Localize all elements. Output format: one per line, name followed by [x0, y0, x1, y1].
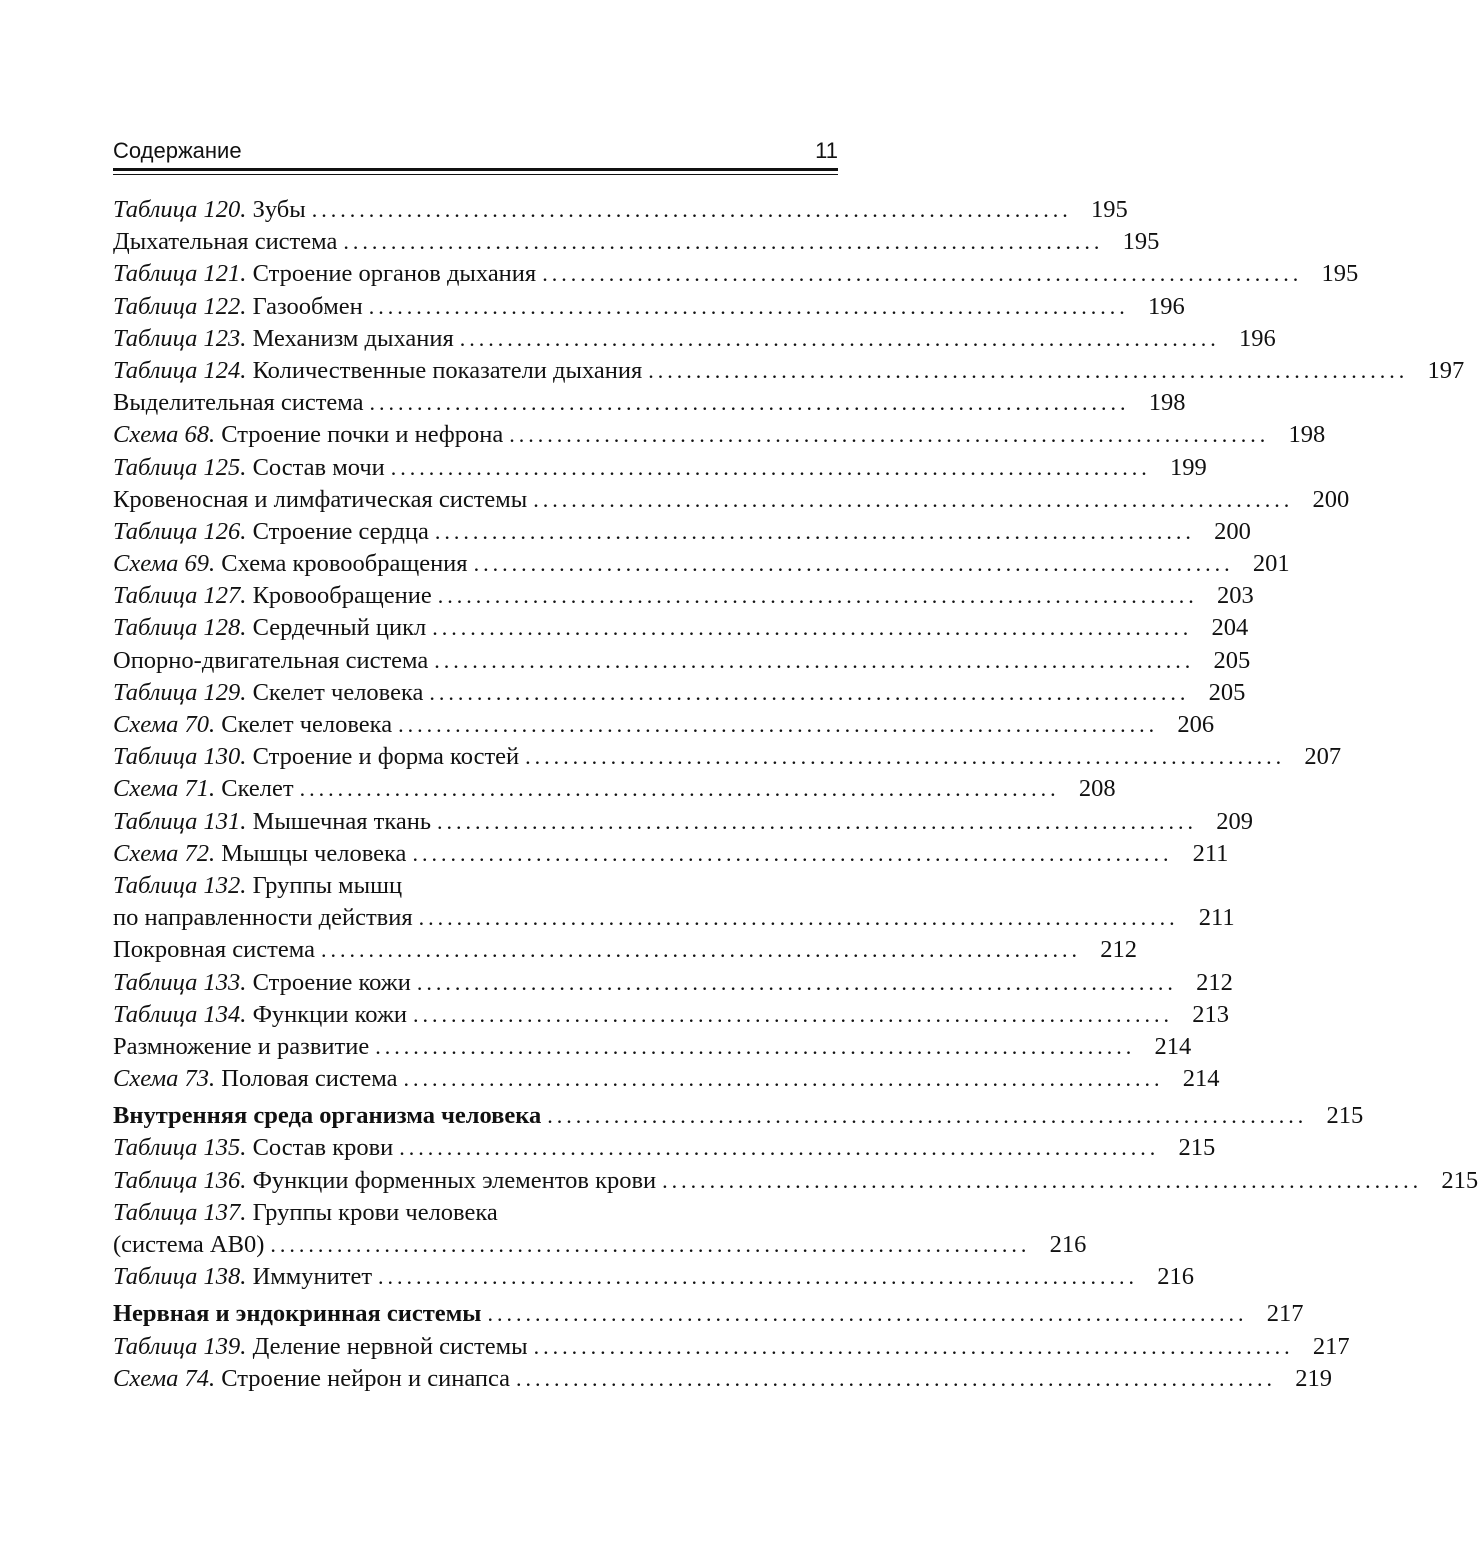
toc-entry-label: Схема 73.: [113, 1065, 216, 1093]
toc-entry: [113, 838, 1229, 870]
toc-entry-label: Таблица 125.: [113, 453, 247, 481]
toc-entry-label: Схема 71.: [113, 775, 216, 803]
header-rule-thin: [113, 174, 838, 175]
toc-entry-text: [113, 355, 642, 387]
toc-entry: [113, 612, 1249, 644]
toc-entry: [113, 258, 1359, 290]
toc-entry-page: 201: [1252, 550, 1290, 578]
toc-entry-page: 195: [1122, 228, 1160, 256]
toc-entry: [113, 999, 1229, 1031]
toc-entry-text: [113, 323, 454, 355]
toc-entry-title: Опорно-двигательная система: [113, 646, 429, 674]
toc-entry-title: Функции кожи: [252, 1000, 407, 1028]
toc-entry-title: Скелет человека: [221, 711, 393, 738]
toc-entry: [113, 226, 1160, 258]
toc-entry-title: Мышцы человека: [221, 839, 407, 867]
toc-entry-text: [113, 741, 519, 773]
toc-entry-text: [113, 773, 294, 805]
dot-leader: ................................................................................: [369, 390, 1130, 416]
table-of-contents: [113, 194, 1478, 1395]
toc-entry-page: 207: [1304, 743, 1342, 771]
toc-entry-title: Размножение и развитие: [113, 1032, 370, 1060]
toc-entry: [113, 580, 1254, 612]
toc-entry-title: Количественные показатели дыхания: [252, 356, 643, 384]
toc-entry-page: 209: [1216, 807, 1254, 835]
toc-entry-label: Таблица 121.: [113, 260, 247, 288]
toc-entry-label: Схема 72.: [113, 839, 216, 867]
toc-entry-label: Таблица 134.: [113, 1000, 247, 1028]
dot-leader: ................................................................................: [437, 583, 1198, 609]
toc-entry-text: [113, 1165, 656, 1197]
toc-entry-page: 204: [1211, 614, 1249, 642]
toc-entry-text: [113, 999, 407, 1031]
toc-entry-page: 219: [1295, 1364, 1333, 1392]
toc-entry-text: [113, 258, 536, 290]
dot-leader: ................................................................................: [533, 1333, 1294, 1359]
dot-leader: ................................................................................: [418, 905, 1179, 931]
toc-entry-page: 206: [1177, 711, 1215, 738]
dot-leader: ................................................................................: [343, 229, 1104, 255]
toc-entry-label: Схема 74.: [113, 1364, 216, 1392]
dot-leader: ................................................................................: [434, 518, 1195, 544]
toc-entry-page: 215: [1326, 1102, 1364, 1130]
toc-entry-title: Половая система: [221, 1065, 398, 1093]
dot-leader: ................................................................................: [399, 1135, 1160, 1161]
toc-entry-page: 214: [1154, 1032, 1192, 1060]
toc-entry-title: Строение кожи: [252, 968, 411, 996]
toc-entry-page: 212: [1196, 968, 1233, 996]
toc-entry-title: Функции форменных элементов крови: [252, 1166, 657, 1194]
toc-entry-text: [113, 1298, 481, 1330]
toc-entry-page: 211: [1192, 839, 1229, 867]
dot-leader: ................................................................................: [429, 679, 1190, 705]
toc-entry-text: [113, 902, 413, 934]
toc-entry: [113, 1229, 1087, 1261]
dot-leader: ................................................................................: [432, 615, 1193, 641]
toc-entry-label: Схема 68.: [113, 421, 216, 449]
toc-entry-title: Скелет человека: [252, 678, 424, 706]
toc-entry-page: 216: [1049, 1231, 1087, 1258]
toc-entry: [113, 323, 1276, 355]
toc-entry: [113, 902, 1235, 934]
toc-entry-label: Таблица 132.: [113, 871, 247, 899]
toc-entry: [113, 709, 1215, 741]
toc-entry-page: 199: [1170, 453, 1207, 481]
toc-entry: [113, 1363, 1333, 1395]
toc-entry-title: по направленности действия: [113, 904, 413, 932]
toc-entry: [113, 291, 1185, 323]
toc-entry-title: Нервная и эндокринная системы: [113, 1300, 482, 1328]
toc-entry: [113, 1298, 1304, 1330]
toc-entry-label: Схема 69.: [113, 550, 216, 578]
toc-entry-page: 196: [1148, 292, 1185, 320]
toc-entry-title: Строение нейрон и синапса: [221, 1364, 511, 1392]
toc-entry-text: [113, 1197, 498, 1229]
toc-entry-text: [113, 548, 468, 580]
toc-entry-title: Зубы: [252, 196, 306, 223]
toc-entry-title: Механизм дыхания: [252, 324, 454, 352]
toc-entry: [113, 516, 1251, 548]
toc-entry-title: Иммунитет: [252, 1263, 373, 1291]
toc-entry-title: Газообмен: [252, 292, 363, 320]
dot-leader: ................................................................................: [412, 1001, 1173, 1027]
toc-entry-title: Покровная система: [113, 936, 315, 964]
toc-entry: [113, 645, 1251, 677]
toc-entry-text: [113, 387, 364, 419]
toc-entry-text: [113, 967, 411, 999]
toc-entry-title: Мышечная ткань: [252, 807, 432, 835]
toc-entry-title: Кровеносная и лимфатическая системы: [113, 485, 528, 513]
toc-entry-text: [113, 1031, 369, 1063]
toc-entry: [113, 1132, 1216, 1164]
toc-entry-text: [113, 226, 337, 258]
toc-entry-text: [113, 419, 503, 451]
toc-entry-text: [113, 934, 315, 966]
toc-entry-page: 214: [1182, 1065, 1220, 1093]
toc-entry-label: Таблица 123.: [113, 324, 247, 352]
toc-entry-page: 205: [1213, 646, 1251, 674]
dot-leader: ................................................................................: [473, 551, 1234, 577]
toc-entry-label: Таблица 128.: [113, 614, 247, 642]
toc-entry-label: Таблица 136.: [113, 1166, 247, 1194]
toc-entry-title: Строение и форма костей: [252, 743, 520, 771]
dot-leader: ................................................................................: [533, 486, 1294, 512]
toc-entry-title: Схема кровообращения: [221, 550, 468, 578]
dot-leader: ................................................................................: [437, 808, 1198, 834]
toc-entry-page: 205: [1208, 678, 1246, 706]
dot-leader: ................................................................................: [311, 197, 1072, 222]
toc-entry-label: Таблица 130.: [113, 743, 247, 771]
toc-entry-text: [113, 806, 431, 838]
toc-entry-title: Строение почки и нефрона: [221, 421, 504, 449]
toc-entry-text: [113, 1132, 393, 1164]
toc-entry-text: [113, 484, 527, 516]
dot-leader: ................................................................................: [412, 840, 1173, 866]
header-rule-thick: [113, 168, 838, 171]
toc-entry-label: Таблица 139.: [113, 1332, 247, 1360]
dot-leader: ................................................................................: [375, 1033, 1136, 1059]
toc-entry-label: Таблица 135.: [113, 1134, 247, 1162]
toc-entry: [113, 677, 1246, 709]
toc-entry-title: Строение органов дыхания: [252, 260, 537, 288]
toc-entry-label: Таблица 137.: [113, 1198, 247, 1226]
toc-entry-label: Таблица 138.: [113, 1263, 247, 1291]
toc-entry: [113, 1165, 1478, 1197]
dot-leader: ................................................................................: [459, 325, 1220, 351]
toc-entry: [113, 806, 1254, 838]
toc-entry-label: Схема 70.: [113, 711, 216, 738]
page-header: [113, 138, 838, 164]
toc-entry: [113, 452, 1207, 484]
dot-leader: ................................................................................: [487, 1301, 1248, 1327]
toc-entry-title: Группы мышц: [252, 871, 403, 899]
toc-entry-text: [113, 838, 406, 870]
toc-entry-page: 198: [1288, 421, 1326, 449]
toc-entry-page: 195: [1090, 196, 1128, 223]
toc-entry-page: 196: [1239, 324, 1276, 352]
dot-leader: ................................................................................: [270, 1232, 1031, 1257]
toc-entry-title: Состав мочи: [252, 453, 385, 481]
toc-entry-page: 198: [1148, 389, 1186, 417]
dot-leader: ................................................................................: [516, 1365, 1277, 1391]
dot-leader: ................................................................................: [320, 937, 1081, 963]
toc-entry-title: Строение сердца: [252, 517, 429, 545]
toc-entry: [113, 870, 835, 902]
toc-entry-text: [113, 677, 423, 709]
toc-entry-text: [113, 1229, 264, 1261]
dot-leader: ................................................................................: [403, 1066, 1164, 1092]
toc-entry-text: [113, 612, 426, 644]
toc-entry: [113, 387, 1186, 419]
toc-entry-page: 215: [1178, 1134, 1216, 1162]
toc-entry: [113, 934, 1137, 966]
dot-leader: ................................................................................: [398, 712, 1159, 737]
toc-entry-page: 213: [1192, 1000, 1229, 1028]
toc-entry-label: Таблица 120.: [113, 196, 247, 223]
toc-entry-title: Выделительная система: [113, 389, 364, 417]
toc-entry-label: Таблица 126.: [113, 517, 247, 545]
dot-leader: ................................................................................: [509, 422, 1270, 448]
toc-entry-label: Таблица 122.: [113, 292, 247, 320]
toc-entry: [113, 484, 1350, 516]
toc-entry: [113, 1197, 835, 1229]
toc-entry: [113, 1100, 1364, 1132]
toc-entry-page: 200: [1214, 517, 1251, 545]
toc-entry-page: 217: [1266, 1300, 1304, 1328]
dot-leader: ................................................................................: [542, 261, 1303, 287]
toc-entry-text: [113, 645, 428, 677]
toc-entry-label: Таблица 129.: [113, 678, 247, 706]
toc-entry-page: 197: [1427, 356, 1465, 384]
dot-leader: ................................................................................: [378, 1264, 1139, 1290]
toc-entry-title: Деление нервной системы: [252, 1332, 528, 1360]
dot-leader: ................................................................................: [648, 357, 1409, 383]
dot-leader: ................................................................................: [547, 1103, 1308, 1129]
toc-entry: [113, 194, 1128, 226]
toc-entry-text: [113, 1331, 528, 1363]
toc-entry-page: 215: [1441, 1166, 1478, 1194]
toc-entry-title: (система AB0): [113, 1231, 265, 1258]
toc-entry-text: [113, 452, 385, 484]
toc-entry: [113, 419, 1326, 451]
running-title: Содержание: [113, 138, 242, 163]
toc-entry-text: [113, 580, 432, 612]
toc-entry-text: [113, 870, 402, 902]
toc-entry-label: Таблица 127.: [113, 582, 247, 610]
toc-entry-title: Дыхательная система: [113, 228, 338, 256]
toc-entry-text: [113, 291, 363, 323]
page-number: 11: [815, 138, 838, 163]
toc-entry-text: [113, 516, 429, 548]
dot-leader: ................................................................................: [390, 454, 1151, 480]
toc-entry-page: 203: [1216, 582, 1254, 610]
toc-entry-text: [113, 1261, 372, 1293]
dot-leader: ................................................................................: [434, 647, 1195, 673]
dot-leader: ................................................................................: [525, 744, 1286, 770]
toc-entry-label: Таблица 133.: [113, 968, 247, 996]
toc-entry: [113, 548, 1290, 580]
toc-entry: [113, 355, 1465, 387]
toc-entry-text: [113, 709, 392, 741]
toc-entry-page: 211: [1198, 904, 1235, 932]
toc-entry-page: 217: [1312, 1332, 1350, 1360]
toc-entry-page: 200: [1312, 485, 1350, 513]
toc-entry-page: 216: [1157, 1263, 1195, 1291]
toc-entry: [113, 741, 1342, 773]
toc-entry: [113, 1331, 1350, 1363]
toc-entry-page: 212: [1100, 936, 1137, 964]
toc-entry-title: Сердечный цикл: [252, 614, 427, 642]
toc-entry: [113, 967, 1233, 999]
toc-entry-page: 195: [1321, 260, 1359, 288]
toc-entry-title: Скелет: [221, 775, 294, 803]
toc-entry-text: [113, 1100, 541, 1132]
toc-entry-label: Таблица 131.: [113, 807, 247, 835]
toc-entry-page: 208: [1078, 775, 1116, 803]
toc-entry-label: Таблица 124.: [113, 356, 247, 384]
dot-leader: ................................................................................: [299, 776, 1060, 802]
toc-entry-text: [113, 1363, 510, 1395]
toc-entry-title: Группы крови человека: [252, 1198, 498, 1226]
dot-leader: ................................................................................: [368, 293, 1129, 319]
toc-entry-title: Состав крови: [252, 1134, 394, 1162]
dot-leader: ................................................................................: [662, 1167, 1423, 1193]
toc-entry: [113, 1063, 1220, 1095]
toc-entry: [113, 1031, 1192, 1063]
toc-entry-title: Внутренняя среда организма человека: [113, 1102, 542, 1130]
toc-entry: [113, 1261, 1195, 1293]
toc-entry: [113, 773, 1116, 805]
toc-entry-text: [113, 1063, 398, 1095]
toc-entry-title: Кровообращение: [252, 582, 432, 610]
toc-entry-text: [113, 194, 306, 226]
dot-leader: ................................................................................: [416, 969, 1177, 995]
